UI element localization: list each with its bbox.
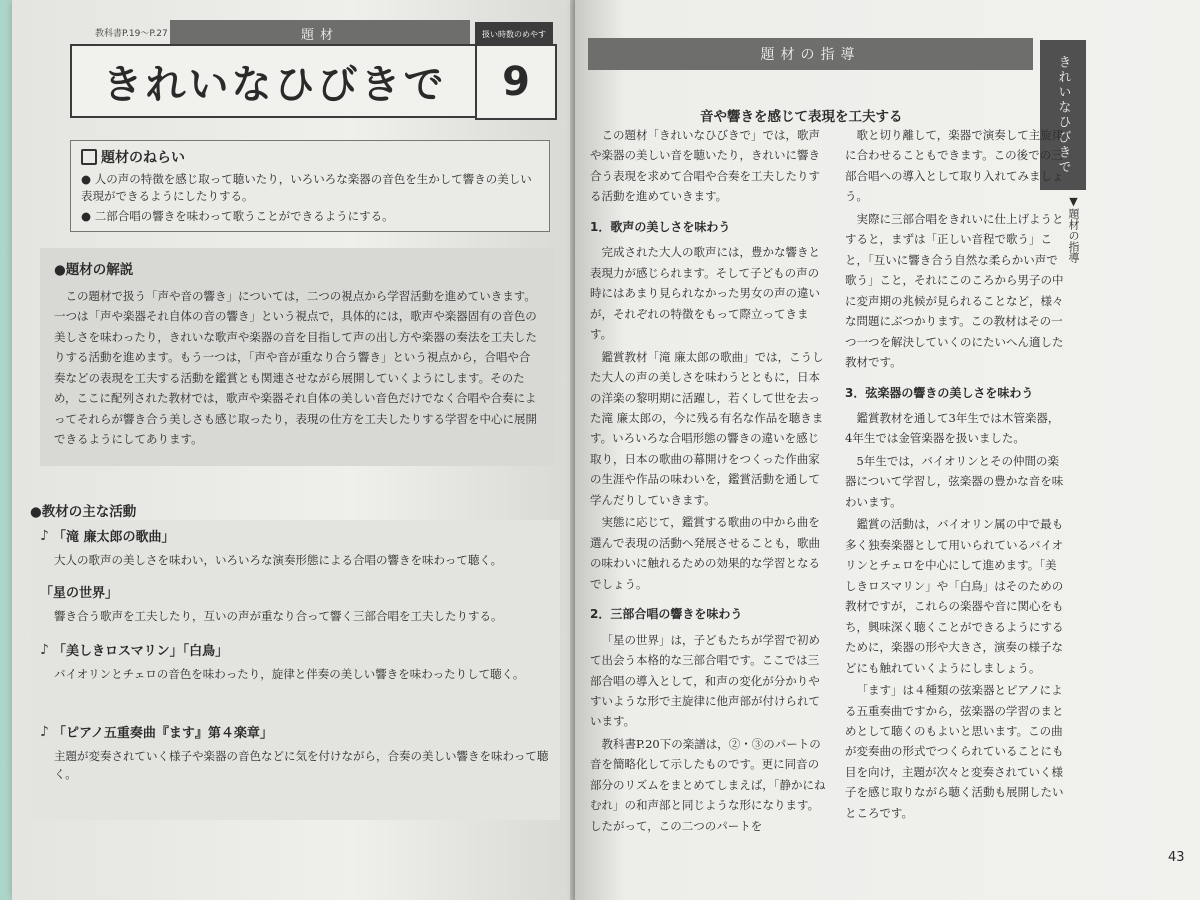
side-tab: きれいなひびきで: [1040, 40, 1086, 190]
page-number: 43: [1168, 850, 1185, 865]
activity-title: 「美しきロスマリン」「白鳥」: [52, 644, 229, 659]
activity-item: [40, 722, 560, 784]
right-column-2: [845, 125, 1065, 825]
activity-item: [40, 582, 560, 625]
music-note-icon: ♪: [40, 723, 49, 740]
paragraph: この題材「きれいなひびきで」では，歌声や楽器の美しい音を聴いたり，きれいに響き合う表現を求めて合唱や合奏を工夫したりする活動を進めていきます。: [590, 128, 820, 204]
paragraph: 鑑賞教材を通して3年生では木管楽器，4年生では金管楽器を扱いました。: [845, 410, 1060, 446]
explain-box: [40, 248, 555, 466]
activity-item: [40, 640, 560, 683]
paragraph: 「ます」は４種類の弦楽器とピアノによる五重奏曲ですから，弦楽器の学習のまとめとして聴くのもよいと思います。この曲が変奏曲の形式でつくられていることにも目を向け，主題が次々と変奏されていく様子を感じ取りながら聴く活動も展開したいところです。: [845, 683, 1064, 820]
section-heading: 2．三部合唱の響きを味わう: [590, 607, 743, 622]
side-subtitle: ▼題材の指導: [1067, 195, 1080, 263]
aim-heading-row: [81, 147, 539, 167]
activity-desc: バイオリンとチェロの音色を味わったり，旋律と伴奏の美しい響きを味わったりして聴く。: [54, 667, 525, 681]
explain-text: この題材で扱う「声や音の響き」については，二つの視点から学習活動を進めていきます。一つは「声や楽器それ自体の音の響き」という視点で，具体的には，歌声や楽器固有の音色の美しさを味わったり，きれいな歌声や楽器の音を目指して声の出し方や楽器の奏法を工夫したりする活動を進めます。もう一つは，「声や音が重なり合う響き」という視点から，合唱や合奏などの表現を工夫する活動を鑑賞とも関連させながら展開していくようにします。そのため，ここに配列された教材では，歌声や楽器それ自体の美しい音色だけでなく合唱や合奏によってそれらが響き合う美しさも感じ取ったり，表現の仕方を工夫したりする学習を中心に展開できるようにしてあります。: [54, 289, 537, 447]
activity-title: 「星の世界」: [40, 586, 119, 601]
activity-title: 「ピアノ五重奏曲『ます』第４楽章」: [52, 726, 273, 741]
activity-desc: 主題が変奏されていく様子や楽器の音色などに気を付けながら，合奏の美しい響きを味わって聴く。: [54, 749, 549, 782]
aim-heading: 題材のねらい: [101, 150, 185, 166]
music-note-icon: ♪: [40, 527, 49, 544]
right-column-1: [590, 125, 830, 838]
page-title: きれいなひびきで: [102, 61, 447, 108]
section-heading: 1．歌声の美しさを味わう: [590, 219, 731, 234]
paragraph: 実際に三部合唱をきれいに仕上げようとすると，まずは「正しい音程で歌う」こと，「互いに響き合う自然な柔らかい声で歌う」こと，それにこのころから男子の中に変声期の兆候が見られることなど，様々な問題にぶつかります。この教材はその一つ一つを解決していくのにたいへん適した教材です。: [845, 211, 1064, 370]
paragraph: 歌と切り離して，楽器で演奏して主旋律に合わせることもできます。この後での三部合唱への導入として取り入れてみましょう。: [845, 128, 1064, 204]
aim-item-text: 人の声の特徴を感じ取って聴いたり，いろいろな楽器の音色を生かして響きの美しい表現ができるようにしたりする。: [81, 172, 532, 203]
explain-heading: ●題材の解説: [54, 262, 134, 278]
activity-title: 「滝 廉太郎の歌曲」: [52, 530, 175, 545]
square-icon: [81, 149, 97, 165]
activity-desc: 大人の歌声の美しさを味わい，いろいろな演奏形態による合唱の響きを味わって聴く。: [54, 553, 503, 567]
title-box: [70, 44, 477, 118]
guide-subtitle: 音や響きを感じて表現を工夫する: [700, 109, 903, 125]
section-heading: 3．弦楽器の響きの美しさを味わう: [845, 385, 1034, 400]
activity-desc: 響き合う歌声を工夫したり，互いの声が重なり合って響く三部合唱を工夫したりする。: [54, 609, 503, 623]
activities-box: [30, 520, 560, 820]
paragraph: 実態に応じて，鑑賞する歌曲の中から曲を選んで表現の活動へ発展させることも，歌曲の味わいに触れるための効果的な学習となるでしょう。: [590, 515, 820, 591]
paragraph: 5年生では，バイオリンとその仲間の楽器について学習し，弦楽器の豊かな音を味わいます。: [845, 453, 1064, 509]
aim-item: ● 二部合唱の響きを味わって歌うことができるようにする。: [81, 209, 394, 224]
textbook-ref: 教科書P.19〜P.27: [95, 29, 168, 39]
activity-item: [40, 526, 560, 569]
activities-heading: ●教材の主な活動: [30, 504, 137, 520]
aim-item: ● 人の声の特徴を感じ取って聴いたり，いろいろな楽器の音色を生かして響きの美しい表現ができるようにしたりする。: [81, 172, 532, 203]
paragraph: 鑑賞教材「滝 廉太郎の歌曲」では，こうした大人の声の美しさを味わうとともに，日本の洋楽の黎明期に活躍し，若くして世を去った滝 廉太郎の，今に残る有名な作品を聴きます。いろいろな合唱形態の響きの違いを感じ取り，日本の歌曲の幕開けをつくった作曲家の生涯や作品の味わいを，鑑賞活動を通して学んだりしていきます。: [590, 349, 824, 507]
music-note-icon: ♪: [40, 641, 49, 658]
hours-label: 扱い時数のめやす: [475, 22, 553, 46]
theme-banner: 題材: [170, 20, 470, 46]
paragraph: 教科書P.20下の楽譜は，②・③のパートの音を簡略化して示したものです。更に同音の部分のリズムをまとめてしまえば，「静かにねむれ」の和声部と同じような形になります。したがって，この二つのパートを: [590, 736, 826, 833]
paragraph: 鑑賞の活動は，バイオリン属の中で最も多く独奏楽器として用いられているバイオリンとチェロを中心にして進めます。「美しきロスマリン」や「白鳥」はそのための教材ですが，これらの楽器や音に関心をもち，興味深く聴くことができるようにするために，楽器の形や大きさ，演奏の様子などにも触れていくようにしましょう。: [845, 517, 1064, 675]
aim-box: [70, 140, 550, 232]
paragraph: 「星の世界」は，子どもたちが学習で初めて出会う本格的な三部合唱です。ここでは三部合唱の導入として，和声の変化が分かりやすいような形で主旋律に他声部が付けられています。: [590, 632, 820, 729]
guide-banner: 題材の指導: [588, 38, 1033, 70]
paragraph: 完成された大人の歌声には，豊かな響きと表現力が感じられます。そして子どもの声の時にはあまり見られなかった男女の声の違いが，それぞれの特徴をもって際立ってきます。: [590, 245, 820, 342]
hours-value: 9: [475, 44, 557, 120]
aim-item-text: 二部合唱の響きを味わって歌うことができるようにする。: [94, 209, 394, 224]
